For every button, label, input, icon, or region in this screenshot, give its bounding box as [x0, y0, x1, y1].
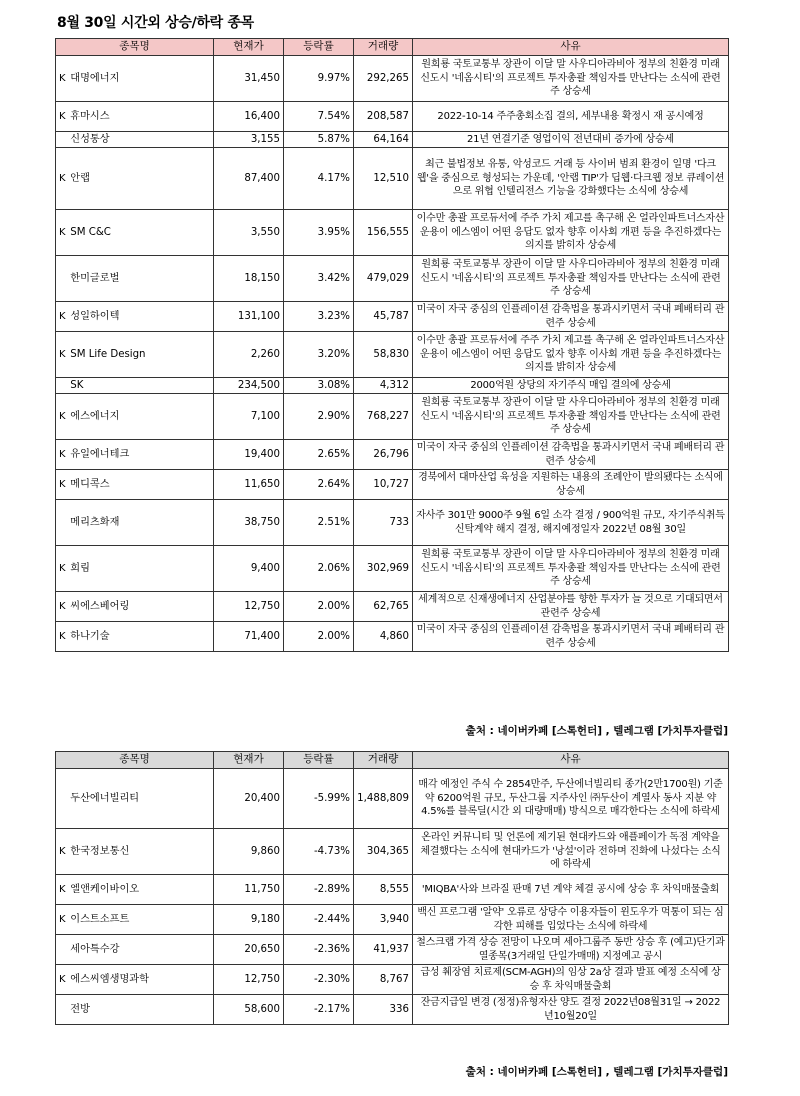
stock-name: 희림: [70, 562, 90, 574]
price-cell: 9,400: [214, 546, 284, 592]
table-row: [56, 378, 729, 394]
stock-name-cell: [56, 332, 214, 378]
rising-stocks-table: [55, 38, 729, 652]
stock-name: 한국정보통신: [70, 845, 130, 857]
table-row: [56, 332, 729, 378]
reason-cell: 미국이 자국 중심의 인플레이션 감축법을 통과시키면서 국내 폐배터리 관련주 상승세: [413, 440, 729, 470]
rate-cell: 3.42%: [284, 256, 354, 302]
price-cell: 234,500: [214, 378, 284, 394]
price-cell: 3,550: [214, 210, 284, 256]
reason-cell: 자사주 301만 9000주 9월 6일 소각 결정 / 900억원 규모, 자기주식취득 신탁계약 해지 결정, 해지예정일자 2022년 08월 30일: [413, 500, 729, 546]
table-header-row: [56, 39, 729, 56]
price-cell: 18,150: [214, 256, 284, 302]
volume-cell: 302,969: [354, 546, 413, 592]
header-price: 현재가: [214, 752, 284, 769]
volume-cell: 62,765: [354, 592, 413, 622]
market-mark: K: [59, 562, 66, 574]
table-row: [56, 995, 729, 1025]
stock-name-cell: [56, 56, 214, 102]
table-row: [56, 622, 729, 652]
stock-name-cell: [56, 905, 214, 935]
stock-name: 신성통상: [70, 133, 110, 145]
stock-name: 메디콕스: [70, 478, 110, 490]
volume-cell: 156,555: [354, 210, 413, 256]
reason-cell: 경북에서 대마산업 육성을 지원하는 내용의 조례안이 발의됐다는 소식에 상승세: [413, 470, 729, 500]
reason-cell: 미국이 자국 중심의 인플레이션 감축법을 통과시키면서 국내 폐배터리 관련주 상승세: [413, 622, 729, 652]
rate-cell: 3.23%: [284, 302, 354, 332]
reason-cell: 백신 프로그램 '알약' 오류로 상당수 이용자들이 윈도우가 먹통이 되는 심각한 피해를 입었다는 소식에 하락세: [413, 905, 729, 935]
table-row: [56, 905, 729, 935]
table-header-row: [56, 752, 729, 769]
price-cell: 2,260: [214, 332, 284, 378]
stock-name-cell: [56, 394, 214, 440]
price-cell: 31,450: [214, 56, 284, 102]
stock-name: 휴마시스: [70, 110, 110, 122]
reason-cell: 이수만 총괄 프로듀서에 주주 가치 제고를 촉구해 온 얼라인파트너스자산운용이 에스엠이 어떤 응답도 없자 향후 이사회 개편 등을 추진하겠다는 의지를 밝히자 상승세: [413, 332, 729, 378]
stock-name: 대명에너지: [70, 72, 120, 84]
header-name: 종목명: [56, 752, 214, 769]
stock-name: 이스트소프트: [70, 913, 130, 925]
page-title: 8월 30일 시간외 상승/하락 종목: [57, 15, 254, 31]
stock-name-cell: [56, 256, 214, 302]
stock-name: 씨에스베어링: [70, 600, 130, 612]
volume-cell: 4,312: [354, 378, 413, 394]
table-row: [56, 440, 729, 470]
table-row: [56, 302, 729, 332]
stock-name: 안랩: [70, 172, 90, 184]
header-reason: 사유: [413, 39, 729, 56]
header-name: 종목명: [56, 39, 214, 56]
header-reason: 사유: [413, 752, 729, 769]
stock-name-cell: [56, 875, 214, 905]
rate-cell: 2.51%: [284, 500, 354, 546]
stock-name: SK: [70, 379, 84, 391]
stock-name: SM Life Design: [70, 348, 146, 360]
volume-cell: 12,510: [354, 148, 413, 210]
volume-cell: 26,796: [354, 440, 413, 470]
table-row: [56, 592, 729, 622]
volume-cell: 304,365: [354, 829, 413, 875]
volume-cell: 64,164: [354, 132, 413, 148]
table-row: [56, 102, 729, 132]
stock-name-cell: [56, 302, 214, 332]
volume-cell: 336: [354, 995, 413, 1025]
reason-cell: 급성 췌장염 치료제(SCM-AGH)의 임상 2a상 결과 발표 예정 소식에 상승 후 차익매물출회: [413, 965, 729, 995]
price-cell: 131,100: [214, 302, 284, 332]
price-cell: 9,180: [214, 905, 284, 935]
stock-name: 에스씨엠생명과학: [70, 973, 149, 985]
rate-cell: 2.64%: [284, 470, 354, 500]
reason-cell: 잔금지급일 변경 (정정)유형자산 양도 결정 2022년08월31일 → 2022년10월20일: [413, 995, 729, 1025]
market-mark: K: [59, 226, 66, 238]
market-mark: K: [59, 913, 66, 925]
price-cell: 12,750: [214, 965, 284, 995]
reason-cell: 철스크랩 가격 상승 전망이 나오며 세아그룹주 동반 상승 후 (예고)단기과열종목(3거래일 단일가매매) 지정예고 공시: [413, 935, 729, 965]
price-cell: 87,400: [214, 148, 284, 210]
stock-name-cell: [56, 995, 214, 1025]
volume-cell: 1,488,809: [354, 769, 413, 829]
market-mark: K: [59, 478, 66, 490]
price-cell: 3,155: [214, 132, 284, 148]
stock-name-cell: [56, 965, 214, 995]
table-row: [56, 132, 729, 148]
stock-name: 전방: [70, 1003, 90, 1015]
volume-cell: 41,937: [354, 935, 413, 965]
reason-cell: 미국이 자국 중심의 인플레이션 감축법을 통과시키면서 국내 폐배터리 관련주 상승세: [413, 302, 729, 332]
market-mark: K: [59, 600, 66, 612]
rate-cell: 3.20%: [284, 332, 354, 378]
stock-name: 에스에너지: [70, 410, 120, 422]
rate-cell: 4.17%: [284, 148, 354, 210]
price-cell: 19,400: [214, 440, 284, 470]
table-row: [56, 965, 729, 995]
market-mark: K: [59, 348, 66, 360]
header-rate: 등락률: [284, 39, 354, 56]
reason-cell: 원희룡 국토교통부 장관이 이달 말 사우디아라비아 정부의 친환경 미래 신도시 '네옴시티'의 프로젝트 투자총괄 책임자를 만난다는 소식에 관련주 상승세: [413, 546, 729, 592]
rate-cell: 2.90%: [284, 394, 354, 440]
price-cell: 9,860: [214, 829, 284, 875]
rate-cell: -4.73%: [284, 829, 354, 875]
volume-cell: 45,787: [354, 302, 413, 332]
stock-name-cell: [56, 500, 214, 546]
stock-name: 두산에너빌리티: [70, 792, 140, 804]
stock-name-cell: [56, 470, 214, 500]
table-row: [56, 148, 729, 210]
volume-cell: 768,227: [354, 394, 413, 440]
reason-cell: 세계적으로 신재생에너지 산업분야를 향한 투자가 늘 것으로 기대되면서 관련주 상승세: [413, 592, 729, 622]
volume-cell: 4,860: [354, 622, 413, 652]
reason-cell: 원희룡 국토교통부 장관이 이달 말 사우디아라비아 정부의 친환경 미래 신도시 '네옴시티'의 프로젝트 투자총괄 책임자를 만난다는 소식에 관련주 상승세: [413, 394, 729, 440]
rate-cell: -2.17%: [284, 995, 354, 1025]
rate-cell: -2.36%: [284, 935, 354, 965]
rate-cell: 9.97%: [284, 56, 354, 102]
header-price: 현재가: [214, 39, 284, 56]
volume-cell: 8,767: [354, 965, 413, 995]
stock-name: 엘앤케이바이오: [70, 883, 140, 895]
market-mark: K: [59, 172, 66, 184]
stock-name-cell: [56, 829, 214, 875]
source-note-down: 출처 : 네이버카페 [스톡헌터] , 텔레그램 [가치투자클럽]: [465, 1066, 728, 1078]
table-row: [56, 470, 729, 500]
reason-cell: 원희룡 국토교통부 장관이 이달 말 사우디아라비아 정부의 친환경 미래 신도시 '네옴시티'의 프로젝트 투자총괄 책임자를 만난다는 소식에 관련주 상승세: [413, 256, 729, 302]
price-cell: 7,100: [214, 394, 284, 440]
stock-name-cell: [56, 440, 214, 470]
reason-cell: 이수만 총괄 프로듀서에 주주 가치 제고를 촉구해 온 얼라인파트너스자산운용이 에스엠이 어떤 응답도 없자 향후 이사회 개편 등을 추진하겠다는 의지를 밝히자 상승세: [413, 210, 729, 256]
price-cell: 58,600: [214, 995, 284, 1025]
stock-name: 하나기술: [70, 630, 110, 642]
reason-cell: 온라인 커뮤니티 및 언론에 제기된 현대카드와 애플페이가 독점 계약을 체결했다는 소식에 현대카드가 '낭설'이라 전하며 진화에 나섰다는 소식에 하락세: [413, 829, 729, 875]
volume-cell: 479,029: [354, 256, 413, 302]
price-cell: 16,400: [214, 102, 284, 132]
rate-cell: 2.65%: [284, 440, 354, 470]
stock-name-cell: [56, 378, 214, 394]
rate-cell: 2.00%: [284, 592, 354, 622]
table-row: [56, 256, 729, 302]
volume-cell: 58,830: [354, 332, 413, 378]
header-volume: 거래량: [354, 752, 413, 769]
reason-cell: 원희룡 국토교통부 장관이 이달 말 사우디아라비아 정부의 친환경 미래 신도시 '네옴시티'의 프로젝트 투자총괄 책임자를 만난다는 소식에 관련주 상승세: [413, 56, 729, 102]
stock-name: 한미글로벌: [70, 272, 120, 284]
market-mark: K: [59, 448, 66, 460]
table-row: [56, 769, 729, 829]
rate-cell: 2.06%: [284, 546, 354, 592]
volume-cell: 292,265: [354, 56, 413, 102]
stock-name: 세아특수강: [70, 943, 120, 955]
rate-cell: -5.99%: [284, 769, 354, 829]
table-row: [56, 935, 729, 965]
price-cell: 20,650: [214, 935, 284, 965]
market-mark: K: [59, 310, 66, 322]
rate-cell: -2.44%: [284, 905, 354, 935]
market-mark: K: [59, 110, 66, 122]
stock-name-cell: [56, 210, 214, 256]
table-row: [56, 56, 729, 102]
table-row: [56, 394, 729, 440]
reason-cell: 매각 예정인 주식 수 2854만주, 두산에너빌리티 종가(2만1700원) 기준 약 6200억원 규모, 두산그룹 지주사인 ㈜두산이 계열사 동사 지분 약 4.5%를 블록딜(시간 외 대량매매) 방식으로 매각한다는 소식에 하락세: [413, 769, 729, 829]
market-mark: K: [59, 883, 66, 895]
price-cell: 12,750: [214, 592, 284, 622]
stock-name-cell: [56, 148, 214, 210]
market-mark: K: [59, 845, 66, 857]
table-row: [56, 210, 729, 256]
table-row: [56, 546, 729, 592]
table-row: [56, 500, 729, 546]
rate-cell: 2.00%: [284, 622, 354, 652]
price-cell: 20,400: [214, 769, 284, 829]
stock-name-cell: [56, 102, 214, 132]
stock-name: SM C&C: [70, 226, 111, 238]
market-mark: K: [59, 973, 66, 985]
stock-name-cell: [56, 132, 214, 148]
rate-cell: 3.95%: [284, 210, 354, 256]
stock-name-cell: [56, 935, 214, 965]
volume-cell: 8,555: [354, 875, 413, 905]
stock-name: 메리츠화재: [70, 516, 120, 528]
stock-name-cell: [56, 546, 214, 592]
stock-name: 성일하이텍: [70, 310, 120, 322]
reason-cell: 2000억원 상당의 자기주식 매입 결의에 상승세: [413, 378, 729, 394]
rate-cell: -2.89%: [284, 875, 354, 905]
stock-name-cell: [56, 769, 214, 829]
stock-name-cell: [56, 622, 214, 652]
price-cell: 38,750: [214, 500, 284, 546]
source-note-up: 출처 : 네이버카페 [스톡헌터] , 텔레그램 [가치투자클럽]: [465, 725, 728, 737]
reason-cell: 최근 불법정보 유통, 악성코드 거래 등 사이버 범죄 환경이 일명 '다크웹'을 중심으로 형성되는 가운데, '안랩 TIP'가 딥웹·다크웹 정보 큐레이션으로 위협 인텔리전스 기능을 강화했다는 소식에 상승세: [413, 148, 729, 210]
table-row: [56, 875, 729, 905]
volume-cell: 208,587: [354, 102, 413, 132]
stock-name-cell: [56, 592, 214, 622]
volume-cell: 10,727: [354, 470, 413, 500]
reason-cell: 21년 연결기준 영업이익 전년대비 증가에 상승세: [413, 132, 729, 148]
reason-cell: 'MIQBA'사와 브라질 판매 7년 계약 체결 공시에 상승 후 차익매물출회: [413, 875, 729, 905]
rate-cell: 7.54%: [284, 102, 354, 132]
volume-cell: 733: [354, 500, 413, 546]
volume-cell: 3,940: [354, 905, 413, 935]
price-cell: 71,400: [214, 622, 284, 652]
price-cell: 11,750: [214, 875, 284, 905]
market-mark: K: [59, 72, 66, 84]
header-volume: 거래량: [354, 39, 413, 56]
market-mark: K: [59, 410, 66, 422]
rate-cell: -2.30%: [284, 965, 354, 995]
falling-stocks-table: [55, 751, 729, 1025]
rate-cell: 5.87%: [284, 132, 354, 148]
market-mark: K: [59, 630, 66, 642]
reason-cell: 2022-10-14 주주총회소집 결의, 세부내용 확정시 재 공시예정: [413, 102, 729, 132]
header-rate: 등락률: [284, 752, 354, 769]
price-cell: 11,650: [214, 470, 284, 500]
stock-name: 유일에너테크: [70, 448, 130, 460]
table-row: [56, 829, 729, 875]
rate-cell: 3.08%: [284, 378, 354, 394]
